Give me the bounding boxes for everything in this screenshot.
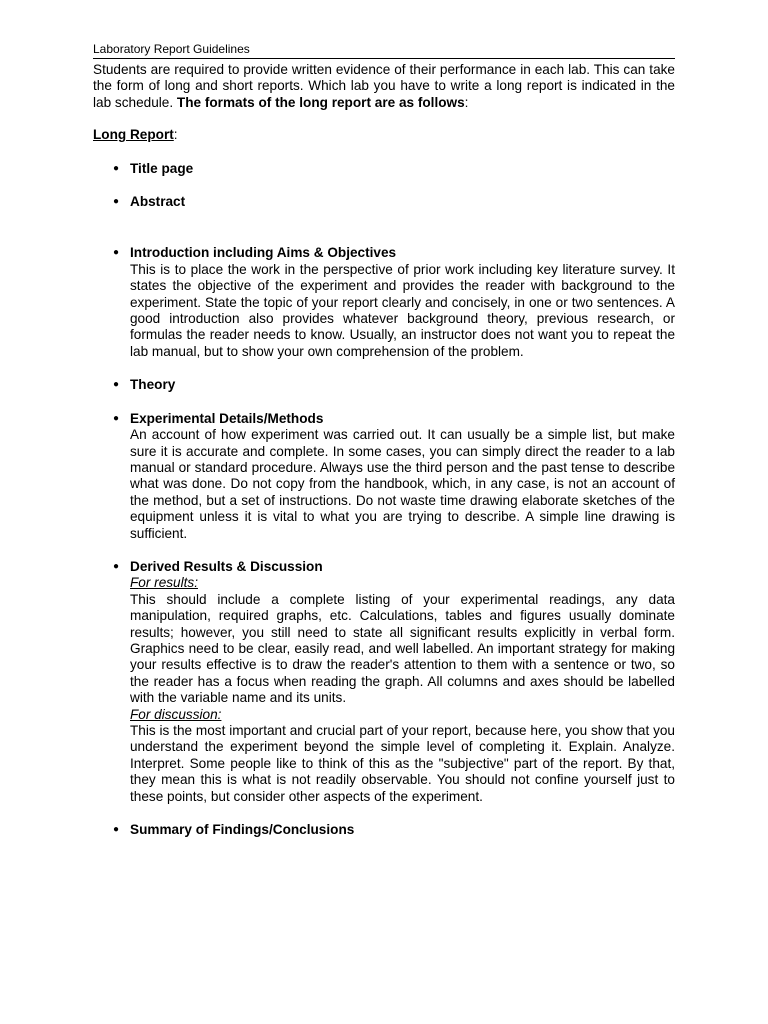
- list-item-conclusions: [93, 822, 675, 838]
- discussion-body: This is the most important and crucial part of your report, because here, you show that you understand the experiment beyond the simple level of completing it. Explain. Analyze. Interpret. Some people like to think of this as the "subjective" part of the report. By that, they mean this is what is not readily observable. You should not confine yourself just to these points, but consider other aspects of the experiment.: [130, 723, 675, 804]
- section-title: Derived Results & Discussion: [130, 558, 323, 574]
- results-label: For results:: [130, 575, 198, 591]
- section-title: Introduction including Aims & Objectives: [130, 245, 397, 261]
- section-body: An account of how experiment was carried out. It can usually be a simple list, but make sure it is accurate and complete. In some cases, you can simply direct the reader to a lab manual or standard procedure. Always use the third person and the past tense to describe what was done. Do not copy from the handbook, which, in any case, is not an account of the method, but a set of instructions. Do not waste time drawing elaborate sketches of the equipment unless it is vital to what you are trying to describe. A simple line drawing is sufficient.: [130, 427, 675, 541]
- section-title: Title page: [130, 160, 194, 176]
- bullet-icon: ●: [112, 824, 120, 836]
- discussion-label: For discussion:: [130, 706, 222, 722]
- section-title: Experimental Details/Methods: [130, 410, 324, 426]
- bullet-icon: ●: [112, 379, 120, 391]
- document-page: [93, 42, 675, 838]
- list-item-abstract: [93, 194, 675, 210]
- section-body: This is to place the work in the perspective of prior work including key literature survey. It states the objective of the experiment and provides the reader with background to the experiment. State the topic of your report clearly and concisely, in one or two sentences. A good introduction also provides whatever background theory, previous research, or formulas the reader needs to know. Usually, an instructor does not want you to repeat the lab manual, but to show your own comprehension of the problem.: [130, 261, 675, 359]
- section-list: [93, 161, 675, 839]
- intro-paragraph: [93, 62, 675, 111]
- long-report-heading: [93, 127, 675, 143]
- long-report-label: Long Report: [93, 127, 174, 143]
- bullet-icon: ●: [112, 162, 120, 174]
- section-title: Summary of Findings/Conclusions: [130, 822, 355, 838]
- bullet-icon: ●: [112, 196, 120, 208]
- list-item-results-discussion: [93, 559, 675, 805]
- section-title: Theory: [130, 377, 176, 393]
- section-title: Abstract: [130, 194, 186, 210]
- list-item-theory: [93, 377, 675, 393]
- bullet-icon: ●: [112, 247, 120, 259]
- intro-end: :: [464, 94, 469, 110]
- intro-bold-text: The formats of the long report are as follows: [176, 94, 465, 110]
- intro-text: Students are required to provide written evidence of their performance in each lab. This can take the form of long and short reports. Which lab you have to write a long report is indicated in the lab schedule.: [93, 62, 675, 110]
- bullet-icon: ●: [112, 560, 120, 572]
- page-header: Laboratory Report Guidelines: [93, 42, 675, 59]
- bullet-icon: ●: [112, 412, 120, 424]
- results-body: This should include a complete listing of your experimental readings, any data manipulation, required graphs, etc. Calculations, tables and figures usually dominate results; however, you still need to state all significant results explicitly in verbal form. Graphics need to be clear, easily read, and well labelled. An important strategy for making your results effective is to draw the reader's attention to them with a sentence or two, so the reader has a focus when reading the graph. All columns and axes should be labelled with the variable name and its units.: [130, 591, 675, 706]
- list-item-title-page: [93, 161, 675, 177]
- long-report-colon: :: [173, 127, 178, 143]
- list-item-methods: [93, 411, 675, 542]
- list-item-introduction: [93, 245, 675, 360]
